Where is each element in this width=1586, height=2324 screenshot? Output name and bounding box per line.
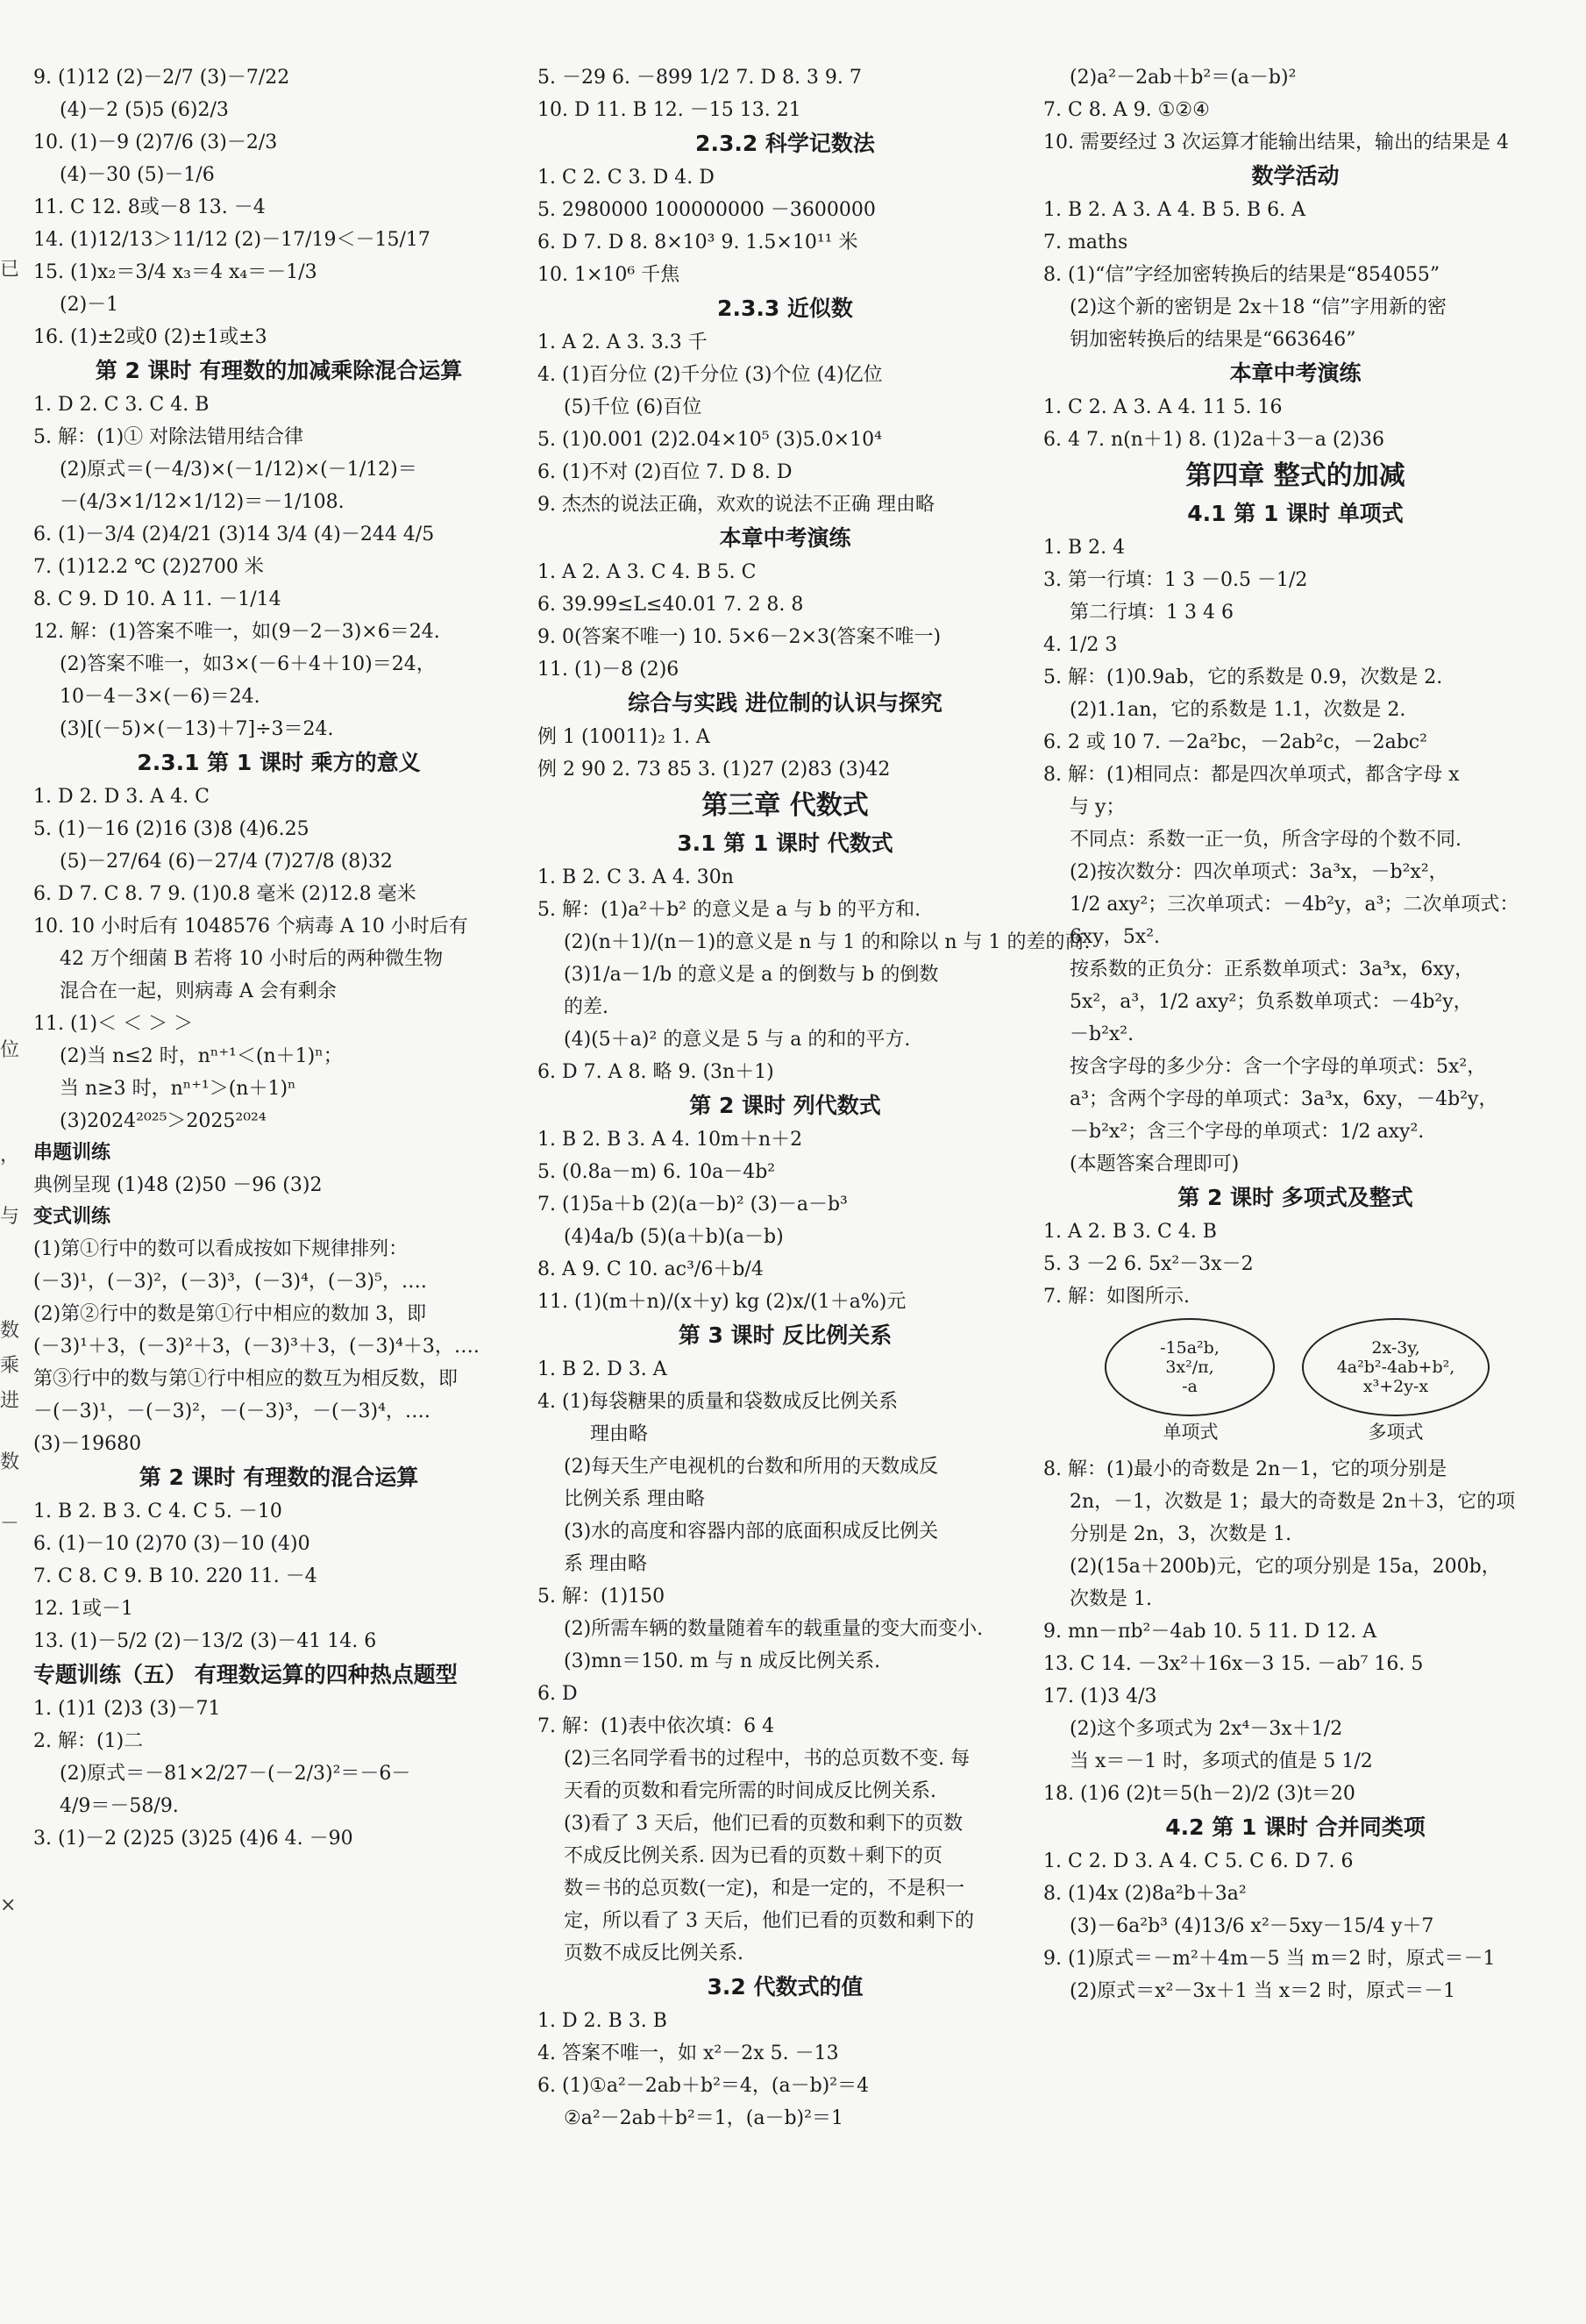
answer-line: 12. 1或－1 xyxy=(33,1598,133,1620)
answer-line: 13. C 14. －3x²＋16x－3 15. －ab⁷ 16. 5 xyxy=(1043,1653,1424,1675)
answer-line: 5. 解：(1)a²＋b² 的意义是 a 与 b 的平方和. xyxy=(537,899,921,921)
answer-line: 的差. xyxy=(564,996,608,1018)
answer-line: (2)－1 xyxy=(60,294,119,316)
answer-line: 2n，－1，次数是 1；最大的奇数是 2n＋3，它的项 xyxy=(1070,1491,1516,1513)
answer-line: 14. (1)12/13＞11/12 (2)－17/19＜－15/17 xyxy=(33,229,430,251)
answer-line: 10－4－3×(－6)＝24. xyxy=(60,686,260,708)
facing-page-fragment: 已 xyxy=(0,259,20,281)
answer-line: 9. (1)原式＝－m²＋4m－5 当 m＝2 时，原式＝－1 xyxy=(1043,1948,1496,1970)
answer-line: (－3)¹＋3，(－3)²＋3，(－3)³＋3，(－3)⁴＋3，…. xyxy=(33,1336,480,1358)
answer-line: －(－3)¹，－(－3)²，－(－3)³，－(－3)⁴，…. xyxy=(33,1401,430,1422)
answer-line: (2)所需车辆的数量随着车的载重量的变大而变小. xyxy=(564,1618,984,1640)
answer-line: a³；含两个字母的单项式：3a³x，6xy，－4b²y， xyxy=(1070,1088,1498,1110)
answer-line: 1. A 2. A 3. 3.3 千 xyxy=(537,331,708,353)
answer-line: 1. A 2. A 3. C 4. B 5. C xyxy=(537,561,757,583)
answer-line: 1. B 2. 4 xyxy=(1043,537,1126,559)
section-heading: 第 2 课时 列代数式 xyxy=(689,1093,881,1118)
answer-line: (3)－19680 xyxy=(33,1433,142,1455)
facing-page-fragment: 数 xyxy=(0,1320,20,1342)
answer-line: 11. (1)＜ ＜ ＞ ＞ xyxy=(33,1013,194,1035)
answer-line: 6. D 7. A 8. 略 9. (3n＋1) xyxy=(537,1061,774,1083)
section-heading: 4.1 第 1 课时 单项式 xyxy=(1187,501,1404,526)
answer-line: 按系数的正负分：正系数单项式：3a³x，6xy， xyxy=(1070,959,1475,980)
answer-line: 4. 答案不唯一，如 x²－2x 5. －13 xyxy=(537,2042,839,2064)
answer-line: (2)a²－2ab＋b²＝(a－b)² xyxy=(1070,67,1297,89)
answer-line: (3)2024²⁰²⁵＞2025²⁰²⁴ xyxy=(60,1110,267,1132)
answer-line: 当 x＝－1 时，多项式的值是 5 1/2 xyxy=(1070,1750,1373,1772)
answer-line: 次数是 1. xyxy=(1070,1588,1152,1610)
polynomial-set-ellipse xyxy=(1302,1318,1490,1416)
answer-line: (2)三名同学看书的过程中，书的总页数不变. 每 xyxy=(564,1748,971,1770)
answer-line: 17. (1)3 4/3 xyxy=(1043,1686,1157,1707)
answer-line: ②a²－2ab＋b²＝1，(a－b)²＝1 xyxy=(564,2107,843,2129)
answer-line: －b²x². xyxy=(1070,1023,1134,1045)
answer-line: 6. 2 或 10 7. －2a²bc，－2ab²c，－2abc² xyxy=(1043,731,1427,753)
answer-line: (4)(5＋a)² 的意义是 5 与 a 的和的平方. xyxy=(564,1029,911,1051)
answer-line: 5x²，a³，1/2 axy²；负系数单项式：－4b²y， xyxy=(1070,991,1473,1013)
facing-page-fragment: 乘 xyxy=(0,1355,20,1377)
answer-line: (2)这个新的密钥是 2x＋18 “信”字用新的密 xyxy=(1070,296,1447,318)
answer-line: (2)按次数分：四次单项式：3a³x，－b²x²， xyxy=(1070,861,1448,883)
answer-line: 6. D 7. C 8. 7 9. (1)0.8 毫米 (2)12.8 毫米 xyxy=(33,883,416,905)
answer-line: 4. (1)百分位 (2)千分位 (3)个位 (4)亿位 xyxy=(537,364,883,386)
answer-line: 1. A 2. B 3. C 4. B xyxy=(1043,1221,1217,1243)
answer-line: 13. (1)－5/2 (2)－13/2 (3)－41 14. 6 xyxy=(33,1630,377,1652)
polynomial-item: 4a²b²-4ab+b², xyxy=(1336,1358,1455,1377)
section-heading: 2.3.3 近似数 xyxy=(717,296,853,321)
facing-page-fragment: ， xyxy=(0,1144,20,1166)
answer-line: 按含字母的多少分：含一个字母的单项式：5x²， xyxy=(1070,1056,1487,1078)
answer-line: 1. (1)1 (2)3 (3)－71 xyxy=(33,1698,221,1720)
answer-line: 钥加密转换后的结果是“663646” xyxy=(1070,329,1356,351)
answer-line: 10. (1)－9 (2)7/6 (3)－2/3 xyxy=(33,132,278,153)
section-heading: 第 2 课时 多项式及整式 xyxy=(1177,1185,1413,1210)
section-heading: 第四章 整式的加减 xyxy=(1185,460,1405,491)
answer-line: 1. B 2. B 3. A 4. 10m＋n＋2 xyxy=(537,1129,803,1151)
answer-line: 6. 39.99≤L≤40.01 7. 2 8. 8 xyxy=(537,594,804,616)
answer-line: (2)1.1an，它的系数是 1.1，次数是 2. xyxy=(1070,699,1406,721)
answer-line: 5. 解：(1)① 对除法错用结合律 xyxy=(33,426,304,448)
answer-line: 1. C 2. A 3. A 4. 11 5. 16 xyxy=(1043,396,1283,418)
answer-line: (5)－27/64 (6)－27/4 (7)27/8 (8)32 xyxy=(60,851,393,873)
answer-line: 1. C 2. D 3. A 4. C 5. C 6. D 7. 6 xyxy=(1043,1850,1354,1872)
facing-page-fragment: 位 xyxy=(0,1039,20,1061)
polynomial-caption: 多项式 xyxy=(1368,1422,1424,1443)
monomial-set-ellipse xyxy=(1105,1318,1275,1416)
answer-line: 天看的页数和看完所需的时间成反比例关系. xyxy=(564,1780,936,1802)
section-heading: 第 2 课时 有理数的混合运算 xyxy=(139,1465,419,1490)
answer-line: 9. mn－πb²－4ab 10. 5 11. D 12. A xyxy=(1043,1621,1377,1643)
section-heading: 2.3.1 第 1 课时 乘方的意义 xyxy=(137,750,421,775)
answer-line: 5. (1)0.001 (2)2.04×10⁵ (3)5.0×10⁴ xyxy=(537,429,882,451)
answer-line: 1. B 2. D 3. A xyxy=(537,1358,667,1380)
answer-line: 5. (0.8a－m) 6. 10a－4b² xyxy=(537,1161,776,1183)
section-heading: 专题训练（五） 有理数运算的四种热点题型 xyxy=(33,1662,458,1687)
answer-line: 8. C 9. D 10. A 11. －1/14 xyxy=(33,588,281,610)
answer-column-left xyxy=(33,61,524,1855)
answer-line: －b²x²；含三个字母的单项式：1/2 axy². xyxy=(1070,1121,1425,1143)
answer-line: (2)这个多项式为 2x⁴－3x＋1/2 xyxy=(1070,1718,1343,1740)
answer-line: 15. (1)x₂＝3/4 x₃＝4 x₄＝－1/3 xyxy=(33,261,317,283)
section-heading: 第 3 课时 反比例关系 xyxy=(678,1322,893,1348)
section-heading: 2.3.2 科学记数法 xyxy=(695,131,875,156)
answer-column-right xyxy=(1043,61,1547,2007)
answer-line: 1. B 2. A 3. A 4. B 5. B 6. A xyxy=(1043,199,1306,221)
answer-line: 10. 10 小时后有 1048576 个病毒 A 10 小时后有 xyxy=(33,916,468,937)
answer-line: 定，所以看了 3 天后，他们已看的页数和剩下的 xyxy=(564,1910,974,1932)
answer-line: 6. 4 7. n(n＋1) 8. (1)2a＋3－a (2)36 xyxy=(1043,429,1384,451)
answer-line: 11. (1)－8 (2)6 xyxy=(537,659,679,681)
answer-line: 7. C 8. A 9. ①②④ xyxy=(1043,99,1210,121)
answer-line: 42 万个细菌 B 若将 10 小时后的两种微生物 xyxy=(60,948,444,970)
answer-line: (2)原式＝－81×2/27－(－2/3)²＝－6－ xyxy=(60,1763,411,1785)
answer-line: (2)原式＝x²－3x＋1 当 x＝2 时，原式＝－1 xyxy=(1070,1980,1456,2002)
answer-line: 4. (1)每袋糖果的质量和袋数成反比例关系 xyxy=(537,1391,899,1413)
answer-line: 7. (1)5a＋b (2)(a－b)² (3)－a－b³ xyxy=(537,1194,848,1215)
monomial-item: -a xyxy=(1182,1377,1198,1396)
answer-line: 1. C 2. C 3. D 4. D xyxy=(537,167,715,189)
answer-line: 当 n≥3 时，nⁿ⁺¹＞(n＋1)ⁿ xyxy=(60,1078,296,1100)
answer-line: (3)[(－5)×(－13)＋7]÷3＝24. xyxy=(60,718,334,740)
answer-line: 4/9＝－58/9. xyxy=(60,1795,179,1817)
answer-line: 11. (1)(m＋n)/(x＋y) kg (2)x/(1＋a%)元 xyxy=(537,1291,907,1313)
answer-line: 1. D 2. B 3. B xyxy=(537,2010,667,2032)
answer-line: 18. (1)6 (2)t＝5(h－2)/2 (3)t＝20 xyxy=(1043,1783,1355,1805)
section-heading: 本章中考演练 xyxy=(719,525,851,551)
answer-line: 第二行填：1 3 4 6 xyxy=(1070,602,1234,624)
answer-line: －(4/3×1/12×1/12)＝－1/108. xyxy=(60,491,345,513)
section-heading: 3.1 第 1 课时 代数式 xyxy=(677,831,893,856)
answer-line: 1. D 2. C 3. C 4. B xyxy=(33,394,210,416)
section-heading: 变式训练 xyxy=(33,1206,111,1228)
answer-line: 不成反比例关系. 因为已看的页数＋剩下的页 xyxy=(564,1845,942,1867)
answer-line: 1. B 2. C 3. A 4. 30n xyxy=(537,866,734,888)
answer-line: 系 理由略 xyxy=(564,1553,647,1575)
answer-line: 第③行中的数与第①行中相应的数互为相反数，即 xyxy=(33,1368,459,1390)
facing-page-fragment: 数 xyxy=(0,1451,20,1473)
facing-page-fragment: 与 xyxy=(0,1206,20,1228)
answer-line: 数＝书的总页数(一定)，和是一定的，不是积一 xyxy=(564,1878,965,1900)
answer-line: (3)mn＝150. m 与 n 成反比例关系. xyxy=(564,1650,881,1672)
answer-line: 页数不成反比例关系. xyxy=(564,1943,743,1964)
answer-line: 7. maths xyxy=(1043,232,1128,253)
answer-line: 6. D 7. D 8. 8×10³ 9. 1.5×10¹¹ 米 xyxy=(537,232,858,253)
monomial-item: 3x²/π, xyxy=(1165,1358,1214,1377)
polynomial-item: x³+2y-x xyxy=(1362,1377,1429,1396)
answer-line: 10. 1×10⁶ 千焦 xyxy=(537,264,680,286)
section-heading: 第 2 课时 有理数的加减乘除混合运算 xyxy=(95,358,463,383)
answer-line: 1. B 2. B 3. C 4. C 5. －10 xyxy=(33,1501,282,1522)
monomial-caption: 单项式 xyxy=(1163,1422,1219,1443)
answer-line: 10. 需要经过 3 次运算才能输出结果，输出的结果是 4 xyxy=(1043,132,1509,153)
answer-line: 11. C 12. 8或－8 13. －4 xyxy=(33,196,266,218)
section-heading: 数学活动 xyxy=(1251,163,1340,189)
answer-line: (2)答案不唯一，如3×(－6＋4＋10)＝24， xyxy=(60,653,436,675)
answer-line: 16. (1)±2或0 (2)±1或±3 xyxy=(33,326,267,348)
answer-line: 6. (1)不对 (2)百位 7. D 8. D xyxy=(537,461,793,483)
answer-line: 5. 解：(1)150 xyxy=(537,1586,665,1608)
answer-line: 8. 解：(1)相同点：都是四次单项式，都含字母 x xyxy=(1043,764,1460,786)
answer-line: 3. 第一行填：1 3 －0.5 －1/2 xyxy=(1043,569,1308,591)
answer-line: (1)第①行中的数可以看成按如下规律排列： xyxy=(33,1238,409,1260)
answer-line: 例 1 (10011)₂ 1. A xyxy=(537,726,710,748)
answer-line: 9. 0(答案不唯一) 10. 5×6－2×3(答案不唯一) xyxy=(537,626,942,648)
facing-page-fragment: × xyxy=(0,1894,17,1916)
polynomial-classification-diagram xyxy=(1043,1318,1547,1450)
answer-line: 理由略 xyxy=(590,1423,649,1445)
answer-line: 8. (1)4x (2)8a²b＋3a² xyxy=(1043,1883,1247,1905)
answer-line: 2. 解：(1)二 xyxy=(33,1730,144,1752)
answer-line: 9. 杰杰的说法正确，欢欢的说法不正确 理由略 xyxy=(537,494,935,516)
answer-line: 5. 3 －2 6. 5x²－3x－2 xyxy=(1043,1253,1254,1275)
answer-line: (3)1/a－1/b 的意义是 a 的倒数与 b 的倒数 xyxy=(564,964,939,986)
answer-line: 混合在一起，则病毒 A 会有剩余 xyxy=(60,980,337,1002)
answer-line: 6. (1)－3/4 (2)4/21 (3)14 3/4 (4)－244 4/5 xyxy=(33,524,435,545)
answer-line: 1/2 axy²；三次单项式：－4b²y，a³；二次单项式： xyxy=(1070,894,1519,916)
section-heading: 综合与实践 进位制的认识与探究 xyxy=(628,690,942,716)
answer-line: (4)4a/b (5)(a＋b)(a－b) xyxy=(564,1226,784,1248)
answer-line: 与 y； xyxy=(1070,796,1126,818)
answer-line: 8. 解：(1)最小的奇数是 2n－1，它的项分别是 xyxy=(1043,1458,1447,1480)
answer-line: 8. A 9. C 10. ac³/6＋b/4 xyxy=(537,1258,764,1280)
answer-line: (4)－2 (5)5 (6)2/3 xyxy=(60,99,229,121)
answer-line: 12. 解：(1)答案不唯一，如(9－2－3)×6＝24. xyxy=(33,621,440,643)
answer-line: 7. 解：如图所示. xyxy=(1043,1286,1190,1308)
answer-line: 7. 解：(1)表中依次填：6 4 xyxy=(537,1715,775,1737)
answer-line: (5)千位 (6)百位 xyxy=(564,396,702,418)
answer-line: (2)第②行中的数是第①行中相应的数加 3，即 xyxy=(33,1303,427,1325)
answer-line: 分别是 2n，3，次数是 1. xyxy=(1070,1523,1292,1545)
answer-line: 1. D 2. D 3. A 4. C xyxy=(33,786,210,808)
answer-line: (3)看了 3 天后，他们已看的页数和剩下的页数 xyxy=(564,1813,964,1835)
answer-line: 5. 2980000 100000000 －3600000 xyxy=(537,199,876,221)
answer-line: 不同点：系数一正一负，所含字母的个数不同. xyxy=(1070,829,1462,851)
answer-line: (2)原式＝(－4/3)×(－1/12)×(－1/12)＝ xyxy=(60,459,417,481)
answer-line: (3)水的高度和容器内部的底面积成反比例关 xyxy=(564,1521,939,1543)
answer-line: 9. (1)12 (2)－2/7 (3)－7/22 xyxy=(33,67,290,89)
answer-line: 3. (1)－2 (2)25 (3)25 (4)6 4. －90 xyxy=(33,1828,353,1850)
answer-line: (4)－30 (5)－1/6 xyxy=(60,164,215,186)
answer-line: 4. 1/2 3 xyxy=(1043,634,1118,656)
answer-line: (3)－6a²b³ (4)13/6 x²－5xy－15/4 y＋7 xyxy=(1070,1915,1434,1937)
answer-line: (本题答案合理即可) xyxy=(1070,1153,1240,1175)
answer-line: 10. D 11. B 12. －15 13. 21 xyxy=(537,99,801,121)
answer-line: (2)(15a＋200b)元，它的项分别是 15a，200b， xyxy=(1070,1556,1501,1578)
section-heading: 3.2 代数式的值 xyxy=(707,1974,864,2000)
section-heading: 第三章 代数式 xyxy=(701,790,869,821)
monomial-item: -15a²b, xyxy=(1160,1338,1220,1358)
answer-line: 6. (1)－10 (2)70 (3)－10 (4)0 xyxy=(33,1533,310,1555)
section-heading: 串题训练 xyxy=(33,1142,111,1164)
answer-line: 7. (1)12.2 ℃ (2)2700 米 xyxy=(33,556,264,578)
section-heading: 本章中考演练 xyxy=(1229,360,1362,386)
answer-line: (2)(n＋1)/(n－1)的意义是 n 与 1 的和除以 n 与 1 的差的商. xyxy=(564,931,1091,953)
answer-line: 8. (1)“信”字经加密转换后的结果是“854055” xyxy=(1043,264,1440,286)
answer-line: (－3)¹，(－3)²，(－3)³，(－3)⁴，(－3)⁵，…. xyxy=(33,1271,427,1293)
answer-line: 7. C 8. C 9. B 10. 220 11. －4 xyxy=(33,1565,317,1587)
answer-line: 例 2 90 2. 73 85 3. (1)27 (2)83 (3)42 xyxy=(537,759,891,781)
facing-page-fragment: － xyxy=(0,1513,20,1535)
answer-line: (2)当 n≤2 时，nⁿ⁺¹＜(n＋1)ⁿ； xyxy=(60,1045,343,1067)
answer-line: (2)每天生产电视机的台数和所用的天数成反 xyxy=(564,1456,939,1478)
answer-line: 5. (1)－16 (2)16 (3)8 (4)6.25 xyxy=(33,818,309,840)
answer-line: 5. 解：(1)0.9ab，它的系数是 0.9，次数是 2. xyxy=(1043,667,1443,688)
answer-line: 5. －29 6. －899 1/2 7. D 8. 3 9. 7 xyxy=(537,67,862,89)
polynomial-item: 2x-3y, xyxy=(1371,1338,1420,1358)
answer-line: 比例关系 理由略 xyxy=(564,1488,705,1510)
section-heading: 4.2 第 1 课时 合并同类项 xyxy=(1165,1814,1426,1840)
answer-line: 6. D xyxy=(537,1683,578,1705)
answer-line: 6xy，5x². xyxy=(1070,926,1161,948)
answer-line: 6. (1)①a²－2ab＋b²＝4，(a－b)²＝4 xyxy=(537,2075,870,2097)
facing-page-fragment: 进 xyxy=(0,1390,20,1412)
answer-line: 典例呈现 (1)48 (2)50 －96 (3)2 xyxy=(33,1174,323,1196)
